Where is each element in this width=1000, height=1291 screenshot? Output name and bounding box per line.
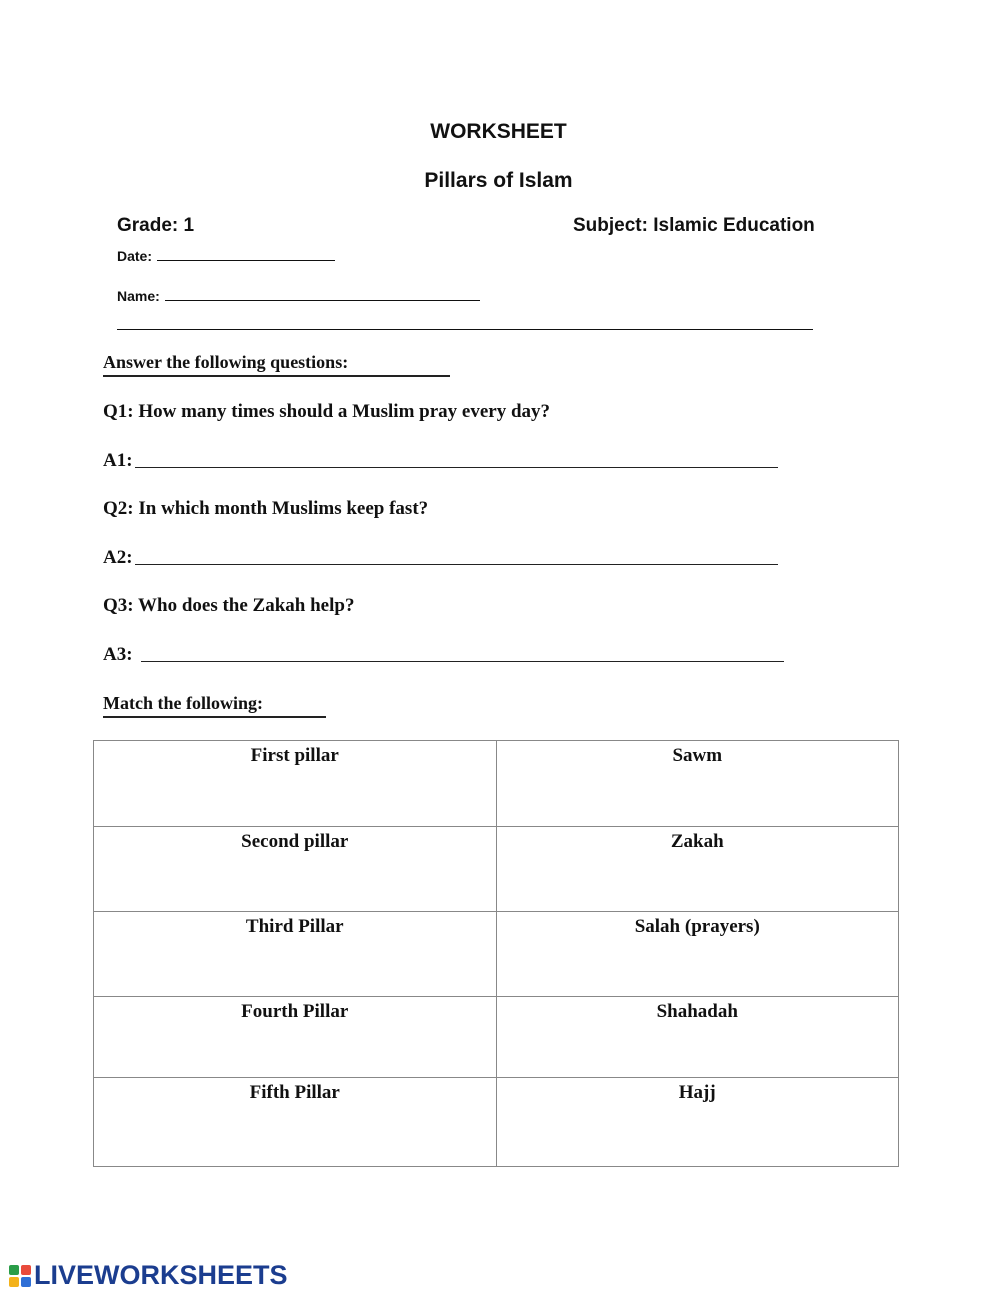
match-left-cell[interactable]: Second pillar [94, 827, 497, 912]
questions-heading-underline [103, 375, 450, 377]
match-row [94, 997, 899, 1078]
header-divider [117, 329, 813, 330]
question-1: Q1: How many times should a Muslim pray every day? [103, 401, 551, 422]
name-row [117, 288, 480, 304]
answer-1-label: A1: [103, 450, 133, 471]
date-field[interactable] [157, 259, 335, 261]
match-row [94, 827, 899, 912]
worksheet-topic: Pillars of Islam [424, 169, 573, 192]
answer-1-row [103, 450, 778, 472]
match-right-cell[interactable]: Hajj [496, 1078, 899, 1167]
questions-heading-text: Answer the following questions: [103, 352, 349, 372]
match-right-cell[interactable]: Salah (prayers) [496, 912, 899, 997]
name-label: Name: [117, 288, 160, 304]
answer-2-row [103, 547, 778, 569]
match-heading-underline [103, 716, 326, 718]
answer-3-field[interactable] [141, 660, 784, 662]
liveworksheets-logo[interactable] [9, 1260, 288, 1291]
match-right-cell[interactable]: Shahadah [496, 997, 899, 1078]
match-left-cell[interactable]: Fourth Pillar [94, 997, 497, 1078]
match-left-cell[interactable]: Third Pillar [94, 912, 497, 997]
match-table [93, 740, 899, 1167]
logo-cubes-icon [9, 1265, 31, 1287]
logo-cube [21, 1265, 31, 1275]
questions-heading [103, 352, 348, 373]
grade-label: Grade: 1 [117, 215, 195, 236]
subject-label: Subject: Islamic Education [573, 215, 815, 236]
match-right-cell[interactable]: Sawm [496, 741, 899, 827]
date-label: Date: [117, 248, 153, 264]
match-left-cell[interactable]: Fifth Pillar [94, 1078, 497, 1167]
question-3: Q3: Who does the Zakah help? [103, 595, 355, 616]
answer-2-label: A2: [103, 547, 133, 568]
match-right-cell[interactable]: Zakah [496, 827, 899, 912]
answer-3-label: A3: [103, 644, 133, 665]
name-field[interactable] [165, 299, 480, 301]
logo-cube [9, 1265, 19, 1275]
match-row [94, 1078, 899, 1167]
logo-wordmark: LIVEWORKSHEETS [34, 1260, 288, 1290]
worksheet-title: WORKSHEET [430, 120, 567, 143]
question-2: Q2: In which month Muslims keep fast? [103, 498, 429, 519]
match-left-cell[interactable]: First pillar [94, 741, 497, 827]
logo-cube [9, 1277, 19, 1287]
match-heading-text: Match the following: [103, 693, 263, 713]
answer-1-field[interactable] [135, 466, 778, 468]
match-heading [103, 693, 263, 714]
match-row [94, 741, 899, 827]
answer-2-field[interactable] [135, 563, 778, 565]
logo-cube [21, 1277, 31, 1287]
answer-3-row [103, 644, 784, 666]
match-row [94, 912, 899, 997]
date-row [117, 248, 335, 264]
